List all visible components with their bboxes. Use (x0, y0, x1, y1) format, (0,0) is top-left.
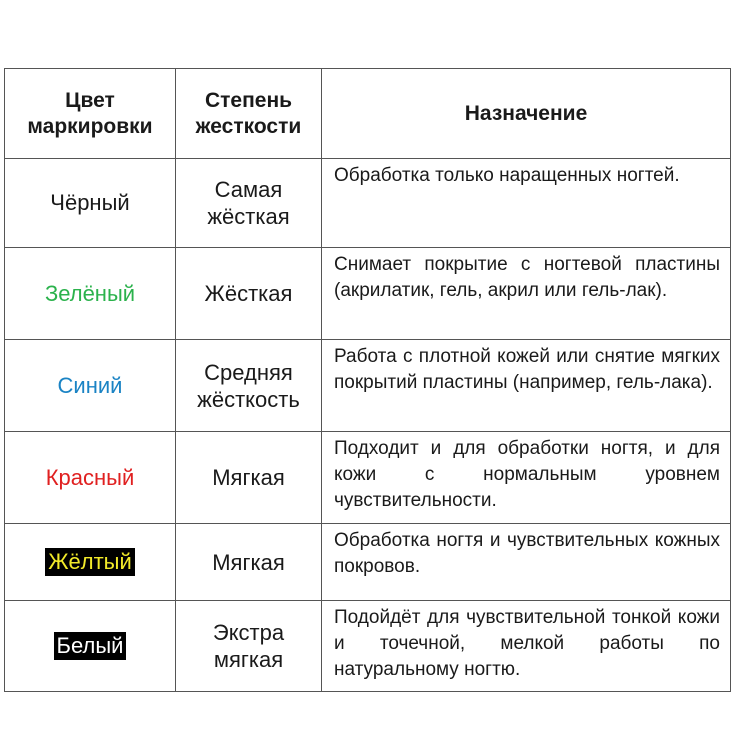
header-hardness-line2: жесткости (195, 114, 302, 138)
hardness-line1: Жёсткая (204, 281, 293, 306)
table-row (5, 601, 731, 692)
file-hardness-table (4, 68, 731, 692)
table-row (5, 340, 731, 432)
table-row (5, 432, 731, 524)
hardness-line1: Самая (214, 177, 283, 202)
header-color-line1: Цвет (65, 88, 115, 112)
color-cell (5, 432, 176, 524)
color-label-red: Красный (45, 464, 135, 490)
purpose-cell: Подойдёт для чувствительной тонкой кожи и точечной, мелкой работы по натуральному ногтю. (322, 601, 731, 692)
purpose-cell: Снимает покрытие с ногтевой пластины (акрилатик, гель, акрил или гель-лак). (322, 248, 731, 340)
hardness-cell (176, 432, 322, 524)
hardness-line2: жёсткая (207, 204, 290, 229)
color-cell (5, 159, 176, 248)
table-row (5, 159, 731, 248)
purpose-cell: Обработка только наращенных ногтей. (322, 159, 731, 248)
color-cell (5, 340, 176, 432)
purpose-cell: Работа с плотной кожей или снятие мягких покрытий пластины (например, гель-лака). (322, 340, 731, 432)
hardness-cell (176, 340, 322, 432)
header-hardness (176, 69, 322, 159)
hardness-cell (176, 248, 322, 340)
color-cell (5, 601, 176, 692)
color-label-green: Зелёный (44, 280, 136, 306)
color-label-black: Чёрный (50, 190, 130, 215)
purpose-cell: Обработка ногтя и чувствительных кожных покровов. (322, 524, 731, 601)
purpose-cell: Подходит и для обработки ногтя, и для кожи с нормальным уровнем чувствительности. (322, 432, 731, 524)
header-hardness-line1: Степень (204, 88, 293, 112)
header-purpose: Назначение (322, 69, 731, 159)
hardness-line2: жёсткость (197, 386, 300, 412)
hardness-line1: Мягкая (212, 549, 285, 575)
color-label-blue: Синий (57, 372, 123, 398)
hardness-line2: мягкая (213, 647, 284, 672)
hardness-cell (176, 601, 322, 692)
table-row (5, 524, 731, 601)
header-color-marking (5, 69, 176, 159)
table-row (5, 248, 731, 340)
header-row (5, 69, 731, 159)
hardness-line1: Мягкая (212, 465, 285, 490)
hardness-line1: Экстра (212, 620, 285, 645)
hardness-cell (176, 159, 322, 248)
color-label-white: Белый (54, 632, 127, 660)
hardness-line1: Средняя (204, 359, 293, 385)
color-label-yellow: Жёлтый (45, 548, 135, 576)
color-cell (5, 524, 176, 601)
header-color-line2: маркировки (27, 114, 153, 138)
hardness-cell (176, 524, 322, 601)
color-cell (5, 248, 176, 340)
